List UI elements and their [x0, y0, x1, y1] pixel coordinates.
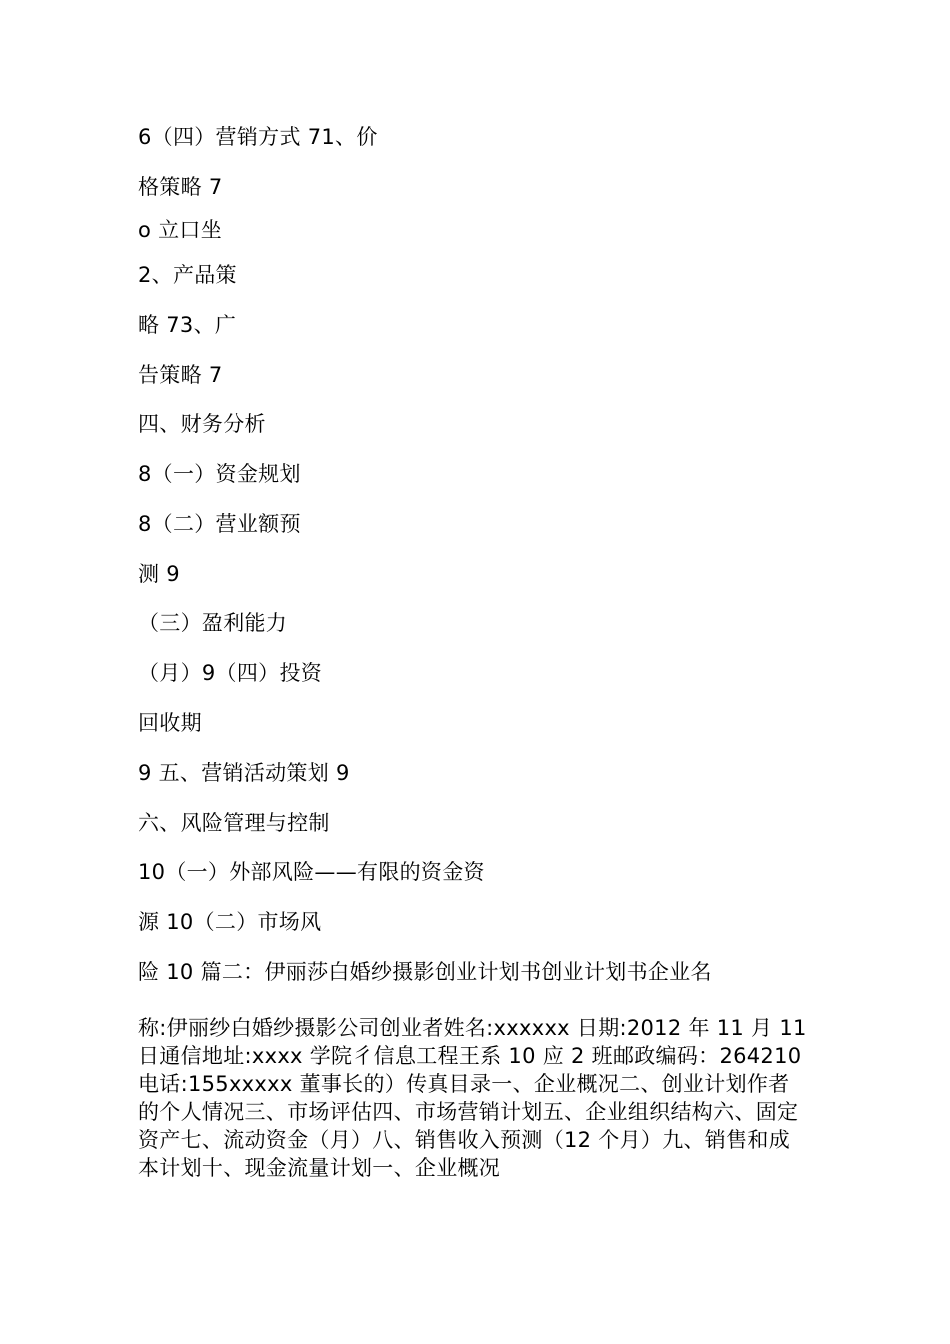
- toc-line: 略 73、广: [138, 313, 237, 337]
- toc-line: 10（一）外部风险——有限的资金资: [138, 860, 485, 884]
- toc-line: 6（四）营销方式 71、价: [138, 125, 378, 149]
- toc-line: 8（二）营业额预: [138, 512, 301, 536]
- toc-line: （三）盈利能力: [138, 611, 288, 635]
- paragraph-line: 日通信地址:xxxx 学院彳信息工程王系 10 应 2 班邮政编码：264210: [138, 1044, 802, 1068]
- paragraph-line: 电话:155xxxxx 董事长的）传真目录一、企业概况二、创业计划作者: [138, 1072, 790, 1096]
- toc-line: 回收期: [138, 711, 202, 735]
- toc-line: o 立口坐: [138, 218, 223, 242]
- toc-line: 险 10 篇二：伊丽莎白婚纱摄影创业计划书创业计划书企业名: [138, 960, 712, 984]
- section-heading: 六、风险管理与控制: [138, 811, 330, 835]
- toc-line: 格策略 7: [138, 175, 223, 199]
- toc-line: 2、产品策: [138, 263, 237, 287]
- paragraph-line: 的个人情况三、市场评估四、市场营销计划五、企业组织结构六、固定: [138, 1100, 799, 1124]
- body-paragraph: [138, 1014, 838, 1182]
- toc-line: 9 五、营销活动策划 9: [138, 761, 350, 785]
- toc-line: 源 10（二）市场风: [138, 910, 322, 934]
- toc-line: 告策略 7: [138, 363, 223, 387]
- paragraph-line: 本计划十、现金流量计划一、企业概况: [138, 1156, 501, 1180]
- toc-line: 8（一）资金规划: [138, 462, 301, 486]
- section-heading: 四、财务分析: [138, 412, 266, 436]
- toc-line: （月）9（四）投资: [138, 661, 323, 685]
- paragraph-line: 称:伊丽纱白婚纱摄影公司创业者姓名:xxxxxx 日期:2012 年 11 月 11: [138, 1016, 807, 1040]
- toc-line: 测 9: [138, 562, 180, 586]
- paragraph-line: 资产七、流动资金（月）八、销售收入预测（12 个月）九、销售和成: [138, 1128, 790, 1152]
